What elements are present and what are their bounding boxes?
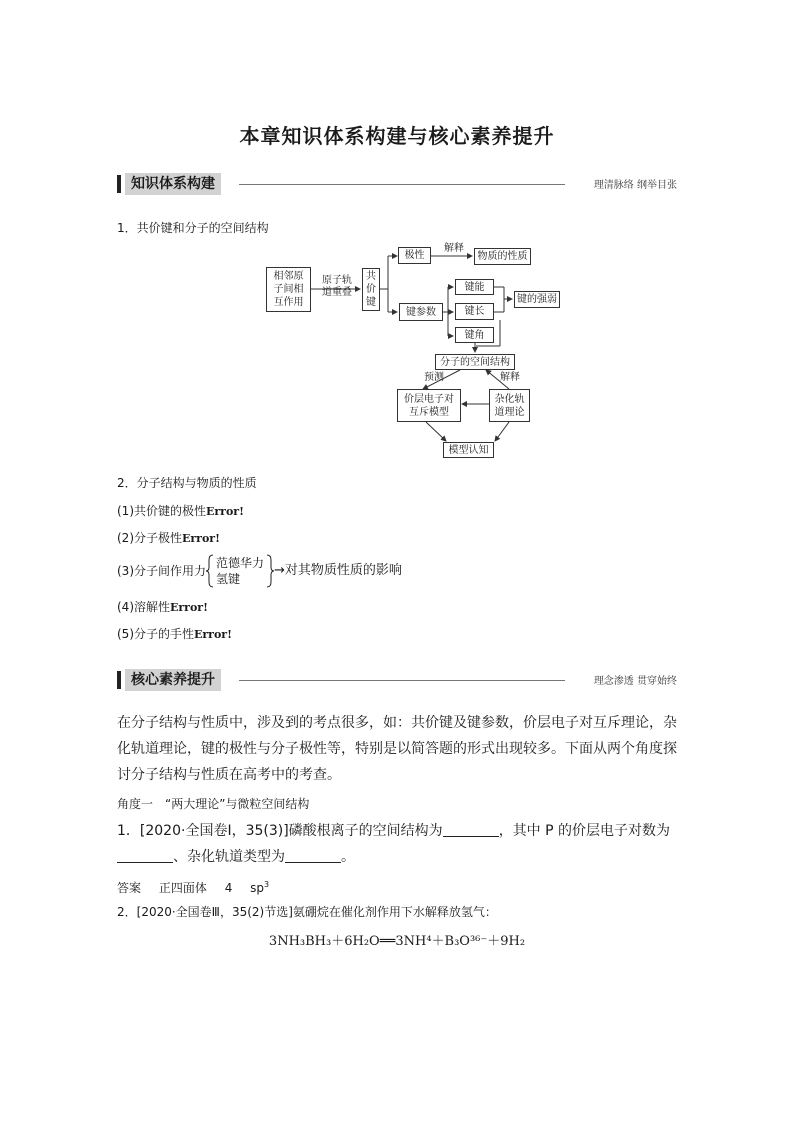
- chemical-equation: 3NH₃BH₃＋6H₂O══3NH⁴＋B₃O³⁶⁻＋9H₂: [268, 934, 526, 949]
- box-covalent-bond-text: 共 价 键: [366, 271, 376, 308]
- box-bond-energy: 键能: [455, 279, 494, 295]
- answer-1: [117, 876, 269, 897]
- error-mark: Error!: [206, 505, 244, 518]
- intro-paragraph: 在分子结构与性质中，涉及到的考点很多，如：共价键及键参数，价层电子对互斥理论，杂化轨道理论，键的极性与分子极性等，特别是以简答题的形式出现较多。下面从两个角度探讨分子结构与性质在高考中的考查。: [117, 715, 677, 783]
- box-adjacent-atoms: [266, 267, 311, 312]
- question-1-text-d: 。: [341, 849, 355, 865]
- sub-item-3-tail: →对其物质性质的影响: [274, 563, 402, 578]
- sub-item-1-text: (1)共价键的极性: [117, 504, 206, 518]
- box-bond-parameters: 键参数: [399, 303, 443, 321]
- question-1-text-a: 1．[2020·全国卷Ⅰ，35(3)]磷酸根离子的空间结构为: [117, 823, 443, 839]
- box-hybrid-orbital-text: 杂化轨 道理论: [494, 393, 525, 418]
- sub-item-1: [117, 502, 244, 521]
- sub-item-3: [117, 553, 402, 589]
- answer-blank: [117, 848, 173, 863]
- error-mark: Error!: [194, 628, 232, 641]
- angle-1-heading: 角度一 “两大理论”与微粒空间结构: [117, 797, 310, 811]
- label-explain-2: 解释: [500, 372, 520, 383]
- box-adjacent-atoms-text: 相邻原 子间相 互作用: [273, 271, 304, 308]
- box-bond-length: 键长: [455, 303, 494, 320]
- sub-item-4-text: (4)溶解性: [117, 600, 170, 614]
- section-banner-core: [117, 669, 677, 691]
- sub-item-4: [117, 598, 208, 617]
- sub-item-2-text: (2)分子极性: [117, 531, 182, 545]
- box-polarity: 极性: [398, 247, 431, 264]
- sub-item-5: [117, 625, 232, 644]
- box-vsepr-model-text: 价层电子对 互斥模型: [404, 393, 454, 418]
- box-covalent-bond: [362, 268, 380, 311]
- answer-1-shape: 正四面体: [158, 881, 207, 895]
- sub-item-3-text: (3)分子间作用力: [117, 564, 206, 578]
- box-bond-strength: 键的强弱: [514, 291, 560, 308]
- force-hydrogen-bond: 氢键: [216, 572, 241, 586]
- error-mark: Error!: [182, 532, 220, 545]
- banner-right-text: 理念渗透 贯穿始终: [593, 676, 677, 687]
- answer-label: 答案: [117, 881, 142, 895]
- concept-diagram: [0, 0, 794, 470]
- box-model-cognition: 模型认知: [443, 442, 494, 458]
- box-substance-property: 物质的性质: [474, 248, 531, 265]
- question-1-text-b: ，其中 P 的价层电子对数为: [498, 823, 671, 839]
- answer-blank: [443, 822, 499, 837]
- label-orbital-overlap: 原子轨 道重叠: [322, 275, 352, 298]
- force-list: [216, 555, 264, 587]
- box-vsepr-model: [397, 389, 461, 422]
- sub-item-5-text: (5)分子的手性: [117, 627, 194, 641]
- error-mark: Error!: [170, 601, 208, 614]
- question-1: [117, 818, 679, 870]
- answer-1-hybrid: [250, 881, 269, 895]
- answer-1-hybrid-sup: 3: [264, 880, 270, 889]
- item-1-heading: 1．共价键和分子的空间结构: [117, 221, 269, 235]
- banner-label: 知识体系构建: [125, 173, 221, 195]
- right-brace-icon: [266, 554, 274, 588]
- answer-1-count: 4: [224, 881, 233, 895]
- label-explain-1: 解释: [444, 243, 464, 254]
- box-hybrid-orbital: [489, 389, 530, 422]
- box-molecular-structure: 分子的空间结构: [435, 354, 515, 370]
- item-2-heading: 2．分子结构与物质的性质: [117, 476, 257, 490]
- banner-bar: [117, 671, 121, 689]
- banner-label: 核心素养提升: [125, 669, 221, 691]
- sub-item-2: [117, 529, 220, 548]
- question-1-text-c: 、杂化轨道类型为: [173, 849, 285, 865]
- force-van-der-waals: 范德华力: [216, 556, 265, 570]
- left-brace-icon: [206, 554, 214, 588]
- page-title: 本章知识体系构建与核心素养提升: [239, 124, 555, 148]
- answer-1-hybrid-base: sp: [250, 881, 265, 895]
- label-predict: 预测: [424, 372, 444, 383]
- banner-right-text: 理清脉络 纲举目张: [593, 180, 677, 191]
- banner-rule: [239, 680, 565, 681]
- question-2: 2．[2020·全国卷Ⅲ，35(2)节选]氨硼烷在催化剂作用下水解释放氢气：: [117, 905, 497, 919]
- answer-blank: [285, 848, 341, 863]
- box-bond-angle: 键角: [455, 327, 494, 343]
